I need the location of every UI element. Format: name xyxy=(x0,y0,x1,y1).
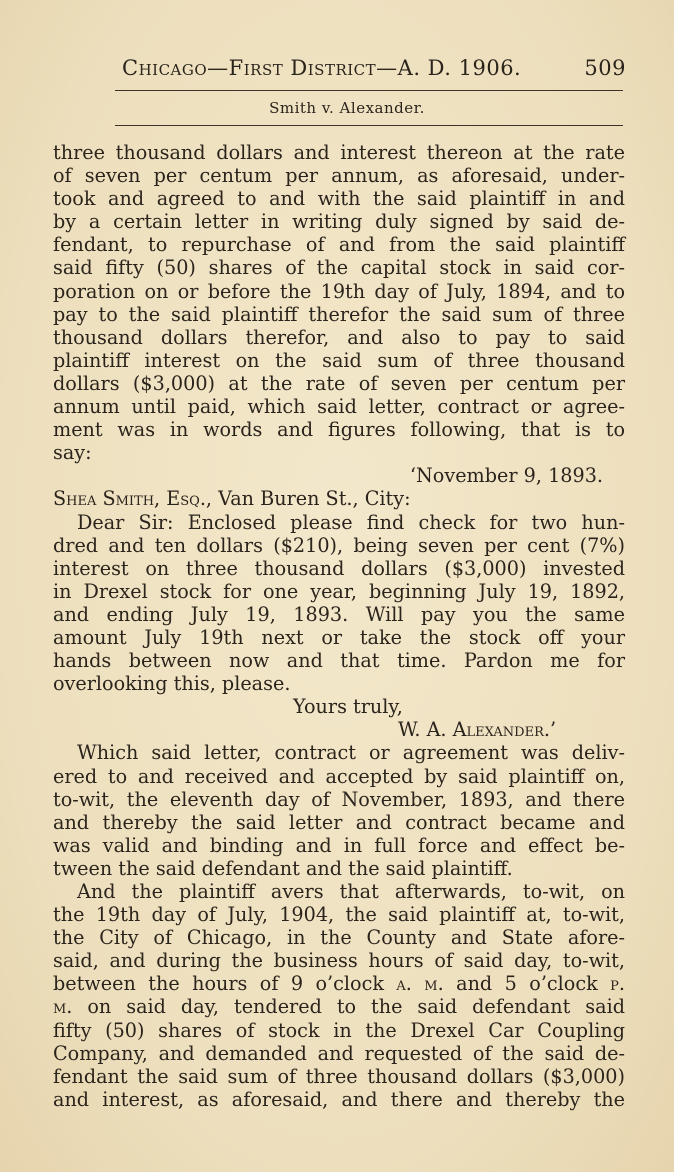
text-line xyxy=(53,995,625,1018)
text-line: plaintiff interest on the said sum of three thousand xyxy=(53,348,625,372)
text-line: And the plaintiff avers that afterwards, to-wit, on xyxy=(77,880,625,903)
text-line: and interest, as aforesaid, and there and thereby the xyxy=(53,1087,625,1111)
time-am: a. m. xyxy=(396,972,444,996)
letter-line: hands between now and that time. Pardon me for xyxy=(53,649,625,673)
letter-line: Dear Sir: Enclosed please find check for two hun- xyxy=(77,510,625,534)
case-caption: Smith v. Alexander. xyxy=(269,99,425,117)
text-line: of seven per centum per annum, as aforesaid, under- xyxy=(53,164,625,188)
header-rule-top xyxy=(115,90,623,91)
letter-date: ‘November 9, 1893. xyxy=(409,464,603,488)
text-line: poration on or before the 19th day of July, 1894, and to xyxy=(53,279,625,303)
text-line: said, and during the business hours of said day, to-wit, xyxy=(53,949,625,973)
text-line xyxy=(53,972,625,995)
letter-line: amount July 19th next or take the stock off your xyxy=(53,625,625,649)
text-line: annum until paid, which said letter, contract or agree- xyxy=(53,395,625,419)
text-line: took and agreed to and with the said plaintiff in and xyxy=(53,187,625,211)
text-line: Company, and demanded and requested of the said de- xyxy=(53,1041,625,1065)
text-line: say: xyxy=(53,441,92,465)
text-line: said fifty (50) shares of the capital stock in said cor- xyxy=(53,256,625,280)
letter-line: dred and ten dollars ($210), being seven per cent (7%) xyxy=(53,533,625,557)
text-line: ment was in words and figures following, that is to xyxy=(53,418,625,442)
text-fragment: on said day, tendered to the said defendant said xyxy=(72,995,625,1019)
letter-addressee xyxy=(53,487,625,510)
body-text xyxy=(53,141,625,1111)
running-title: Chicago—First District—A. D. 1906. xyxy=(122,56,522,80)
text-line: tween the said defendant and the said plaintiff. xyxy=(53,856,513,880)
addressee-name: Shea Smith, Esq., xyxy=(53,487,213,511)
text-line: fendant the said sum of three thousand dollars ($3,000) xyxy=(53,1064,625,1088)
text-fragment: and 5 o’clock xyxy=(443,972,611,996)
header-rule-bottom xyxy=(115,125,623,126)
letter-line: overlooking this, please. xyxy=(53,672,291,696)
text-line: fifty (50) shares of stock in the Drexel Car Coupling xyxy=(53,1018,625,1042)
signature-initials: W. A. xyxy=(398,718,453,742)
text-line: and thereby the said letter and contract became and xyxy=(53,810,625,834)
text-fragment: between the hours of 9 o’clock xyxy=(53,972,397,996)
text-line: fendant, to repurchase of and from the said plaintiff xyxy=(53,233,625,257)
time-pm: p. xyxy=(610,972,625,996)
text-line: to-wit, the eleventh day of November, 1893, and there xyxy=(53,787,625,811)
text-line: thousand dollars therefor, and also to pay to said xyxy=(53,325,625,349)
letter-signature xyxy=(53,718,625,741)
text-line: was valid and binding and in full force and effect be- xyxy=(53,833,625,857)
text-line: three thousand dollars and interest thereon at the rate xyxy=(53,141,625,164)
text-line: by a certain letter in writing duly signed by said de- xyxy=(53,210,625,234)
letter-line: in Drexel stock for one year, beginning July 19, 1892, xyxy=(53,579,625,603)
text-line: dollars ($3,000) at the rate of seven per centum per xyxy=(53,371,625,395)
signature-name: Alexander.’ xyxy=(452,718,557,742)
text-line: the 19th day of July, 1904, the said plaintiff at, to-wit, xyxy=(53,903,625,927)
letter-line: interest on three thousand dollars ($3,000) invested xyxy=(53,556,625,580)
page-number: 509 xyxy=(584,56,626,80)
text-line: Which said letter, contract or agreement was deliv- xyxy=(77,741,625,765)
letter-closing: Yours truly, xyxy=(293,695,403,719)
letter-line: and ending July 19, 1893. Will pay you the same xyxy=(53,602,625,626)
time-pm-cont: m. xyxy=(53,995,73,1019)
text-line: pay to the said plaintiff therefor the said sum of three xyxy=(53,302,625,326)
text-line: ered to and received and accepted by said plaintiff on, xyxy=(53,764,625,788)
running-head xyxy=(122,56,628,88)
addressee-rest: Van Buren St., City: xyxy=(212,487,411,511)
text-line: the City of Chicago, in the County and State afore- xyxy=(53,926,625,950)
